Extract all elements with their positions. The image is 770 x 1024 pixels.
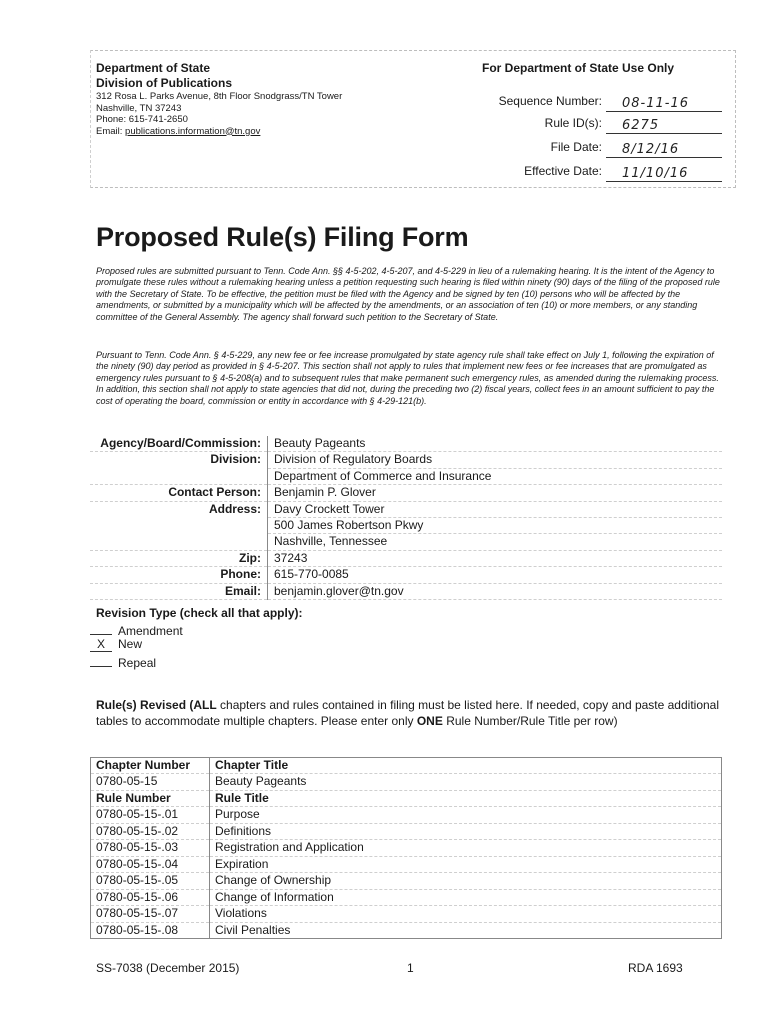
chapter-number: 0780-05-15 — [91, 774, 210, 790]
sequence-number-value: 08-11-16 — [622, 96, 690, 111]
division-label: Division: — [90, 452, 268, 468]
agency-info-table — [90, 436, 722, 600]
repeal-label: Repeal — [118, 656, 157, 670]
file-date-line — [606, 157, 722, 158]
department-email-row — [96, 126, 342, 138]
division-name: Division of Publications — [96, 76, 233, 90]
rule-title: Change of Ownership — [210, 873, 722, 889]
rule-title: Expiration — [210, 856, 722, 872]
rule-title: Violations — [210, 906, 722, 922]
rule-id-value: 6275 — [622, 118, 660, 133]
revision-repeal-option[interactable] — [90, 653, 156, 668]
intro-paragraph-1: Proposed rules are submitted pursuant to Tenn. Code Ann. §§ 4-5-202, 4-5-207, and 4-5-229 in lieu of a rulemaking hearing. It is the intent of the Agency to promulgate these rules without a rulemaking hearing unless a petition requesting such hearing is filed within ninety (90) days of the filing of the proposed rule with the Secretary of State. To be effective, the petition must be filed with the Agency and be signed by ten (10) persons who will be affected by the amendments, or submitted by a municipality which will be affected by the amendments, or an association of ten (10) or more members, or any standing committee of the General Assembly. The agency shall forward such petition to the Secretary of State. — [96, 266, 720, 322]
rule-number: 0780-05-15-.03 — [91, 840, 210, 856]
phone-row — [90, 567, 722, 583]
address-row — [90, 501, 722, 517]
address-label-blank-2 — [90, 534, 268, 550]
file-date-field — [470, 140, 722, 158]
rule-title: Civil Penalties — [210, 922, 722, 938]
rules-revised-one: ONE — [416, 713, 443, 728]
table-row — [91, 922, 722, 938]
rules-revised-intro-part3: Rule Number/Rule Title per row) — [442, 713, 618, 728]
repeal-checkbox[interactable] — [90, 653, 112, 667]
revision-type-title: Revision Type (check all that apply): — [96, 606, 303, 620]
rules-revised-all: ALL — [193, 698, 217, 712]
rules-table — [90, 757, 722, 939]
intro-paragraph-2: Pursuant to Tenn. Code Ann. § 4-5-229, any new fee or fee increase promulgated by state agency rule shall take effect on July 1, following the expiration of the ninety (90) day period as provided in § 4-5-207. This section shall not apply to rules that implement new fees or fee increases that are promulgated as emergency rules pursuant to § 4-5-208(a) and to subsequent rules that make permanent such emergency rules, as amended during the rulemaking process. In addition, this section shall not apply to state agencies that did not, during the preceding two (2) fiscal years, collect fees in an amount sufficient to pay the cost of operating the board, commission or entity in accordance with § 4-29-121(b). — [96, 350, 719, 406]
new-label: New — [118, 637, 143, 651]
effective-date-value: 11/10/16 — [622, 166, 689, 181]
effective-date-line — [606, 181, 722, 182]
email-label-cell: Email: — [90, 583, 268, 599]
rule-number: 0780-05-15-.02 — [91, 823, 210, 839]
rule-number-header: Rule Number — [91, 790, 210, 806]
state-use-only-title: For Department of State Use Only — [482, 61, 675, 75]
rule-id-line — [606, 133, 722, 134]
department-address: 312 Rosa L. Parks Avenue, 8th Floor Snodgrass/TN Tower — [96, 91, 343, 102]
division-value-1: Division of Regulatory Boards — [268, 452, 723, 468]
table-row — [91, 889, 722, 905]
rule-number: 0780-05-15-.01 — [91, 807, 210, 823]
table-row — [91, 873, 722, 889]
department-city: Nashville, TN 37243 — [96, 102, 182, 114]
file-date-label: File Date: — [550, 140, 602, 154]
chapter-row — [91, 774, 722, 790]
new-checkbox[interactable]: X — [90, 638, 112, 652]
rules-revised-intro-part2: chapters and rules contained in filing must be listed here. If needed, copy and paste additional tables to accommodate multiple chapters. Please enter only — [96, 698, 720, 728]
chapter-number-header: Chapter Number — [91, 758, 210, 774]
table-row — [91, 856, 722, 872]
address-row-2 — [90, 518, 722, 534]
rule-number: 0780-05-15-.08 — [91, 922, 210, 938]
table-row — [91, 906, 722, 922]
rule-title-header: Rule Title — [210, 790, 722, 806]
sequence-number-field — [470, 94, 722, 112]
division-row — [90, 452, 722, 468]
revision-new-option[interactable] — [90, 637, 142, 652]
zip-label: Zip: — [90, 550, 268, 566]
amendment-label: Amendment — [118, 624, 183, 638]
phone-value: 615-770-0085 — [268, 567, 723, 583]
effective-date-field — [470, 164, 722, 182]
page-title: Proposed Rule(s) Filing Form — [96, 222, 469, 252]
email-label: Email: — [96, 125, 126, 137]
effective-date-label: Effective Date: — [524, 164, 602, 178]
agency-value: Beauty Pageants — [268, 436, 723, 452]
contact-row — [90, 485, 722, 501]
phone-label: Phone: — [90, 567, 268, 583]
rule-number: 0780-05-15-.06 — [91, 889, 210, 905]
file-date-value: 8/12/16 — [622, 142, 680, 157]
address-label: Address: — [90, 501, 268, 517]
rule-header-row — [91, 790, 722, 806]
rule-title: Definitions — [210, 823, 722, 839]
rule-number: 0780-05-15-.04 — [91, 856, 210, 872]
rule-title: Change of Information — [210, 889, 722, 905]
rule-number: 0780-05-15-.07 — [91, 906, 210, 922]
address-value-3: Nashville, Tennessee — [268, 534, 723, 550]
chapter-header-row — [91, 758, 722, 774]
division-label-blank — [90, 468, 268, 484]
agency-label: Agency/Board/Commission: — [90, 436, 268, 452]
rules-revised-intro-part1: Rule(s) Revised ( — [96, 698, 194, 712]
rule-title: Purpose — [210, 807, 722, 823]
sequence-number-line — [606, 111, 722, 112]
table-row — [91, 807, 722, 823]
rules-revised-intro — [96, 698, 726, 729]
rule-title: Registration and Application — [210, 840, 722, 856]
department-email-link[interactable]: publications.information@tn.gov — [125, 125, 261, 137]
division-row-2 — [90, 468, 722, 484]
rule-id-label: Rule ID(s): — [544, 116, 602, 130]
address-row-3 — [90, 534, 722, 550]
table-row — [91, 823, 722, 839]
amendment-checkbox[interactable] — [90, 621, 112, 635]
footer-page-number: 1 — [407, 961, 414, 975]
division-value-2: Department of Commerce and Insurance — [268, 468, 723, 484]
address-value-1: Davy Crockett Tower — [268, 501, 723, 517]
contact-value: Benjamin P. Glover — [268, 485, 723, 501]
rule-id-field — [470, 116, 722, 134]
chapter-title-header: Chapter Title — [210, 758, 722, 774]
revision-amendment-option[interactable] — [90, 621, 183, 636]
email-row — [90, 583, 722, 599]
chapter-title: Beauty Pageants — [210, 774, 722, 790]
address-value-2: 500 James Robertson Pkwy — [268, 518, 723, 534]
rule-number: 0780-05-15-.05 — [91, 873, 210, 889]
contact-label: Contact Person: — [90, 485, 268, 501]
zip-value: 37243 — [268, 550, 723, 566]
department-phone: Phone: 615-741-2650 — [96, 114, 188, 125]
footer-rda: RDA 1693 — [628, 961, 683, 975]
email-value: benjamin.glover@tn.gov — [268, 583, 723, 599]
department-name: Department of State — [96, 61, 211, 75]
zip-row — [90, 550, 722, 566]
footer-form-number: SS-7038 (December 2015) — [96, 961, 240, 975]
sequence-number-label: Sequence Number: — [498, 94, 602, 108]
table-row — [91, 840, 722, 856]
department-info — [96, 61, 342, 137]
address-label-blank — [90, 518, 268, 534]
agency-row — [90, 436, 722, 452]
